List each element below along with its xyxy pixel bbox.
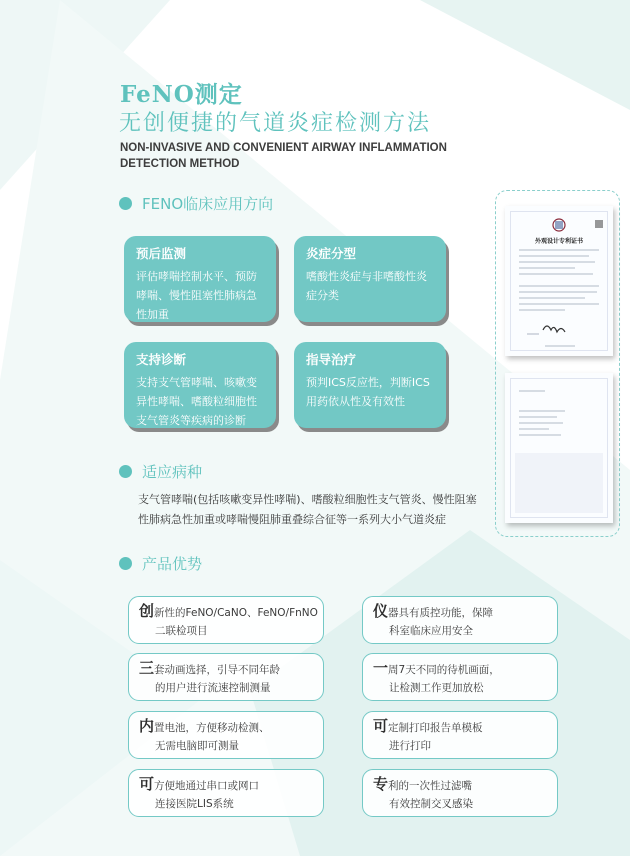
section-advantages-heading — [119, 553, 202, 574]
advantage-line1: 新性的FeNO/CaNO、FeNO/FnNO — [154, 607, 318, 619]
advantage-lead-char: 仪 — [373, 602, 389, 620]
advantage-lead-char: 可 — [139, 775, 155, 793]
bullet-dot-icon — [119, 557, 132, 570]
certificate-text-lines — [505, 373, 613, 523]
advantage-line2: 连接医院LIS系统 — [155, 798, 234, 810]
advantage-line1: 方便地通过串口或网口 — [154, 780, 260, 792]
section-title: 产品优势 — [142, 555, 203, 573]
application-card-treatment — [294, 342, 446, 428]
advantage-item — [362, 769, 558, 817]
advantage-lead-char: 可 — [373, 717, 389, 735]
card-title: 预后监测 — [136, 246, 187, 261]
advantage-lead-char: 三 — [139, 659, 155, 677]
page-title: FeNO测定 — [120, 81, 243, 108]
indications-text: 支气管哮喘(包括咳嗽变异性哮喘)、嗜酸粒细胞性支气管炎、慢性阻塞性肺病急性加重或哮喘慢阻肺重叠综合征等一系列大小气道炎症 — [138, 493, 477, 526]
section-applications-heading — [119, 193, 273, 214]
section-title: 适应病种 — [142, 463, 203, 481]
advantage-item — [128, 769, 324, 817]
advantage-item — [362, 653, 558, 701]
application-card-diagnosis — [124, 342, 276, 428]
card-body: 嗜酸性炎症与非嗜酸性炎症分类 — [306, 270, 427, 302]
advantage-line2: 二联检项目 — [155, 625, 208, 637]
card-body: 预判ICS反应性，判断ICS用药依从性及有效性 — [306, 376, 430, 408]
certificate-emblem-icon — [505, 206, 613, 356]
section-indications-heading — [119, 461, 202, 482]
application-card-prognosis — [124, 236, 276, 322]
advantage-lead-char: 内 — [139, 717, 155, 735]
card-body: 支持支气管哮喘、咳嗽变异性哮喘、嗜酸粒细胞性支气管炎等疾病的诊断 — [136, 376, 257, 427]
card-body: 评估哮喘控制水平、预防哮喘、慢性阻塞性肺病急性加重 — [136, 270, 257, 321]
certificate-title: 外观设计专利证书 — [534, 238, 583, 245]
card-title: 指导治疗 — [306, 352, 357, 367]
advantage-lead-char: 专 — [373, 775, 389, 793]
advantage-line2: 让检测工作更加放松 — [389, 682, 484, 694]
advantage-line2: 的用户进行流速控制测量 — [155, 682, 271, 694]
card-title: 炎症分型 — [306, 246, 357, 261]
advantage-item — [128, 596, 324, 644]
card-title: 支持诊断 — [136, 352, 187, 367]
bullet-dot-icon — [119, 465, 132, 478]
page-title-line2: 无创便捷的气道炎症检测方法 — [119, 111, 432, 136]
advantage-item — [362, 711, 558, 759]
advantage-item — [128, 711, 324, 759]
advantage-line1: 定制打印报告单模板 — [388, 722, 483, 734]
advantage-lead-char: 一 — [373, 659, 389, 677]
advantage-line1: 置电池，方便移动检测、 — [154, 722, 270, 734]
advantage-line2: 有效控制交叉感染 — [389, 798, 473, 810]
advantage-line2: 进行打印 — [389, 740, 431, 752]
bullet-dot-icon — [119, 197, 132, 210]
advantage-line1: 器具有质控功能，保障 — [388, 607, 494, 619]
application-card-typing — [294, 236, 446, 322]
advantage-line1: 利的一次性过滤嘴 — [388, 780, 473, 792]
advantage-line1: 周7天不同的待机画面， — [388, 664, 500, 676]
advantage-item — [128, 653, 324, 701]
patent-certificate-page2-image — [505, 373, 613, 523]
section-title: FENO临床应用方向 — [142, 195, 274, 213]
advantage-line2: 科室临床应用安全 — [389, 625, 473, 637]
advantage-item — [362, 596, 558, 644]
patent-certificate-image — [505, 206, 613, 356]
advantage-lead-char: 创 — [139, 602, 155, 620]
advantage-line1: 套动画选择，引导不同年龄 — [154, 664, 281, 676]
page-subtitle: NON-INVASIVE AND CONVENIENT AIRWAY INFLAMMATION DETECTION METHOD — [120, 142, 447, 170]
advantage-line2: 无需电脑即可测量 — [155, 740, 239, 752]
